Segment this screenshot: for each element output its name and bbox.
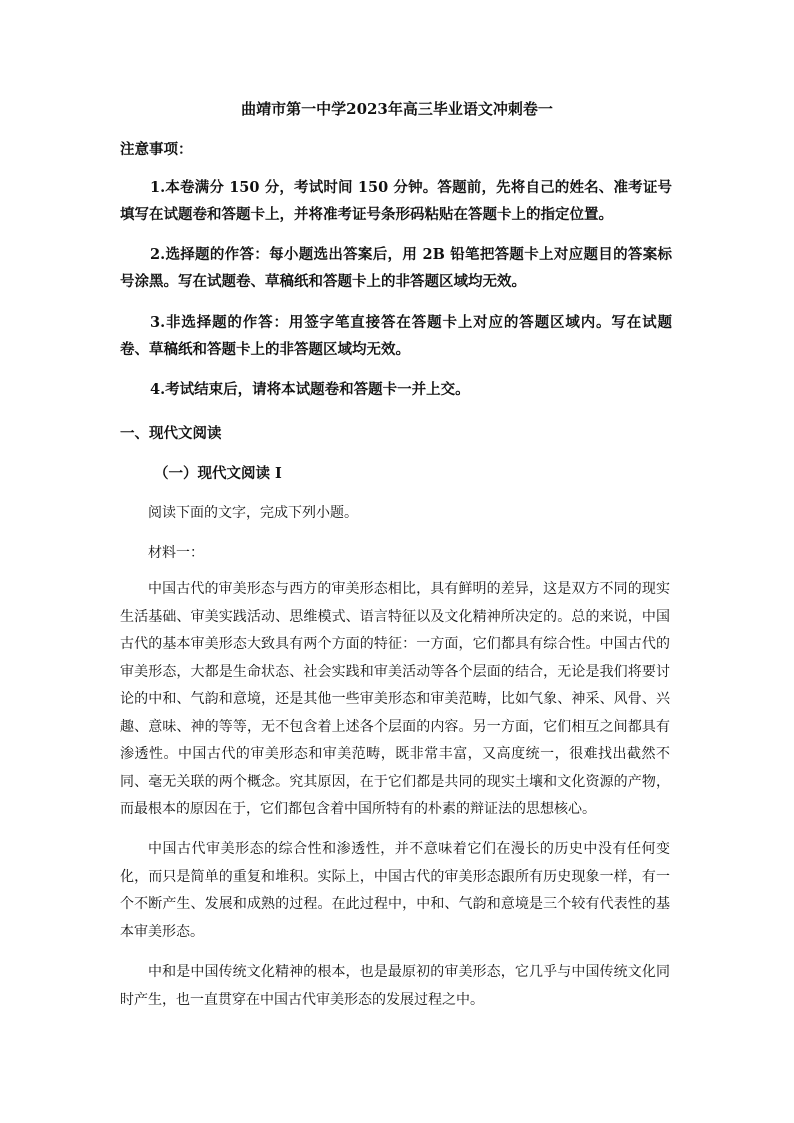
body-paragraph: 中国古代的审美形态与西方的审美形态相比，具有鲜明的差异，这是双方不同的现实生活基础、审美实践活动、思维模式、语言特征以及文化精神所决定的。总的来说，中国古代的基本审美形态大致具有两个方面的特征：一方面，它们都具有综合性。中国古代的审美形态，大都是生命状态、社会实践和审美活动等各个层面的结合，无论是我们将要讨论的中和、气韵和意境，还是其他一些审美形态和审美范畴，比如气象、神采、风骨、兴趣、意味、神的等等，无不包含着上述各个层面的内容。另一方面，它们相互之间都具有渗透性。中国古代的审美形态和审美范畴，既非常丰富，又高度统一，很难找出截然不同、毫无关联的两个概念。究其原因，在于它们都是共同的现实土壤和文化资源的产物，而最根本的原因在于，它们都包含着中国所特有的朴素的辩证法的思想核心。	[120, 581, 670, 817]
subsection-heading: （一）现代文阅读 I	[154, 465, 282, 482]
notice-item: 3.非选择题的作答：用签字笔直接答在答题卡上对应的答题区域内。写在试题卷、草稿纸和答题卡上的非答题区域均无效。	[120, 314, 672, 358]
section-heading: 一、现代文阅读	[120, 425, 222, 442]
body-paragraph: 中国古代审美形态的综合性和渗透性，并不意味着它们在漫长的历史中没有任何变化，而只是简单的重复和堆积。实际上，中国古代的审美形态跟所有历史现象一样，有一个不断产生、发展和成熟的过程。在此过程中，中和、气韵和意境是三个较有代表性的基本审美形态。	[120, 841, 670, 940]
body-paragraph: 中和是中国传统文化精神的根本，也是最原初的审美形态，它几乎与中国传统文化同时产生，也一直贯穿在中国古代审美形态的发展过程之中。	[120, 964, 670, 1008]
document-title: 曲靖市第一中学2023年高三毕业语文冲刺卷一	[241, 100, 553, 118]
notice-item: 1.本卷满分 150 分，考试时间 150 分钟。答题前，先将自己的姓名、准考证号填写在试题卷和答题卡上，并将准考证号条形码粘贴在答题卡上的指定位置。	[120, 179, 672, 223]
instruction-text: 阅读下面的文字，完成下列小题。	[148, 505, 358, 521]
material-label: 材料一：	[148, 545, 204, 561]
notice-heading: 注意事项：	[120, 141, 193, 158]
notice-item: 4.考试结束后，请将本试题卷和答题卡一并上交。	[150, 381, 470, 398]
notice-item: 2.选择题的作答：每小题选出答案后，用 2B 铅笔把答题卡上对应题目的答案标号涂黑。写在试题卷、草稿纸和答题卡上的非答题区域均无效。	[120, 246, 672, 290]
